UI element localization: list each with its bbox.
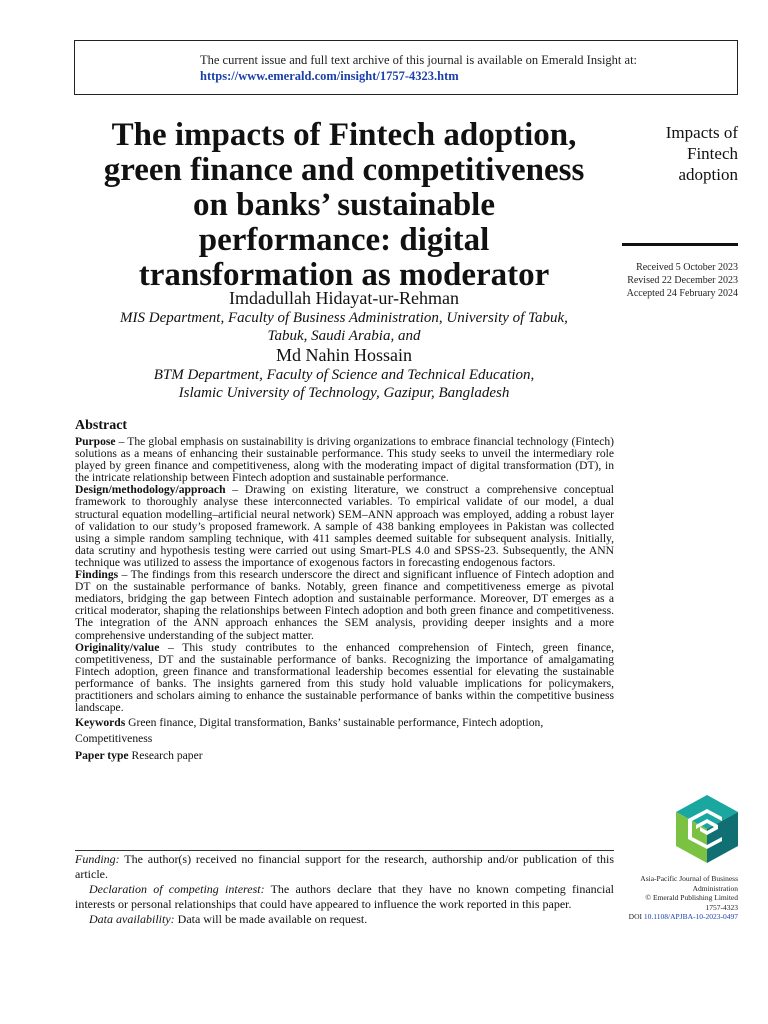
article-title [74,118,614,293]
paper-type [75,748,614,764]
running-title-line: adoption [678,165,738,184]
journal-name: Administration [692,883,738,893]
title-line: The impacts of Fintech adoption, [111,117,577,153]
abstract-findings [75,569,614,642]
doi-label: DOI [628,912,644,921]
journal-name: Asia-Pacific Journal of Business [640,874,738,883]
header-notice: The current issue and full text archive of this journal is available on Emerald Insight at: [200,53,638,67]
doi-line [610,912,738,922]
purpose-label: Purpose [75,435,116,448]
received-date: Received 5 October 2023 [636,262,738,273]
data-availability-text: Data will be made available on request. [174,912,368,926]
data-availability-note [75,912,614,927]
keywords-text: Green finance, Digital transformation, Banks’ sustainable performance, Fintech adoption, Competitiveness [75,716,544,746]
author-affiliation: MIS Department, Faculty of Business Administration, University of Tabuk, [120,310,568,326]
author-name: Md Nahin Hossain [276,345,412,365]
purpose-text: – The global emphasis on sustainability is driving organizations to embrace financial technology (Fintech) solutions as a means of enhancing their sustainable performance. This study seeks to unveil the intermediary role played by green finance and competitiveness, along with the moderating impact of digital transformation (DT), in the intricate relationship between Fintech adoption and sustainable performance. [75,435,614,485]
running-title-line: Impacts of [665,123,738,142]
title-line: performance: digital [198,222,490,258]
accepted-date: Accepted 24 February 2024 [626,288,738,299]
abstract-section [75,417,614,764]
running-title [622,122,738,185]
revised-date: Revised 22 December 2023 [627,275,738,286]
funding-text: The author(s) received no financial support for the research, authorship and/or publication of this article. [75,852,614,881]
findings-text: – The findings from this research underscore the direct and significant influence of Fintech adoption and DT on the sustainable performance of banks. Notably, green finance and competitiveness emerge as pivotal mediators, bridging the gap between Fintech adoption and sustainable performance. Moreover, DT emerges as a critical moderator, shaping the relationships between Fintech adoption and both green finance and competitiveness. The integration of the ANN approach enhances the SEM analysis, providing deeper insights and a more comprehensive understanding of the subject matter. [75,568,614,642]
article-dates [600,261,738,300]
emerald-publishing-logo-icon [676,795,738,863]
findings-label: Findings [75,568,119,582]
keywords [75,715,614,747]
abstract-heading: Abstract [75,418,128,433]
keywords-label: Keywords [75,716,126,730]
design-text: – Drawing on existing literature, we construct a comprehensive conceptual framework to thoroughly analyse these interconnected variables. To empirical validate of our model, a dual structural equation modelling–artificial neural network) SEM–ANN approach was employed, adding a robust layer of validation to our study’s proposed framework. A sample of 438 banking employees in Pakistan was collected using a simple random sampling technique, with 411 samples deemed suitable for subsequent analysis. Initially, data scrutiny and hypothesis testing were carried out using Smart-PLS 4.0 and SPSS-23. Subsequently, the ANN technique was utilized to assess the importance of exogenous factors in forecasting endogenous factors. [75,483,614,569]
funding-label: Funding: [75,852,120,866]
declaration-note [75,882,614,912]
paper-type-label: Paper type [75,749,129,763]
doi-link[interactable]: 10.1108/APJBA-10-2023-0497 [643,912,738,921]
running-title-line: Fintech [687,144,738,163]
title-line: on banks’ sustainable [192,187,495,223]
declaration-label: Declaration of competing interest: [89,882,265,896]
authors-block [74,288,614,402]
author-affiliation: Tabuk, Saudi Arabia, and [267,328,421,344]
logo-graphic [676,795,738,863]
originality-text: – This study contributes to the enhanced comprehension of Fintech, green finance, competitiveness, DT and the sustainable performance of banks. Recognizing the importance of amalgamating Fintech adoption, green finance and transformational leadership becomes essential for elevating the sustainable performance of banks. The insights garnered from this study hold valuable implications for policymakers, practitioners and scholars aiming to enhance the sustainable performance of banks within the competitive business landscape. [75,640,614,715]
funding-note [75,852,614,882]
journal-url-link[interactable]: https://www.emerald.com/insight/1757-4323.htm [200,69,459,83]
title-line: green finance and competitiveness [103,152,585,188]
abstract-design [75,484,614,569]
originality-label: Originality/value [75,640,160,654]
declaration-text: The authors declare that they have no known competing financial interests or personal relationships that could have appeared to influence the work reported in this paper. [75,882,614,911]
title-line: transformation as moderator [138,257,550,293]
footnote-divider [75,850,614,851]
design-label: Design/methodology/approach [75,483,226,497]
publisher: © Emerald Publishing Limited [645,893,738,902]
issn: 1757-4323 [705,902,738,912]
footnotes [75,852,614,927]
abstract-purpose [75,436,614,484]
author-affiliation: BTM Department, Faculty of Science and Technical Education, [153,367,535,383]
journal-info [610,874,738,922]
data-availability-label: Data availability: [89,912,175,926]
author-name: Imdadullah Hidayat-ur-Rehman [228,288,460,308]
paper-type-text: Research paper [128,749,203,763]
side-divider [622,243,738,246]
journal-header-box [74,40,738,95]
author-affiliation: Islamic University of Technology, Gazipur, Bangladesh [178,385,510,401]
abstract-originality [75,642,614,715]
